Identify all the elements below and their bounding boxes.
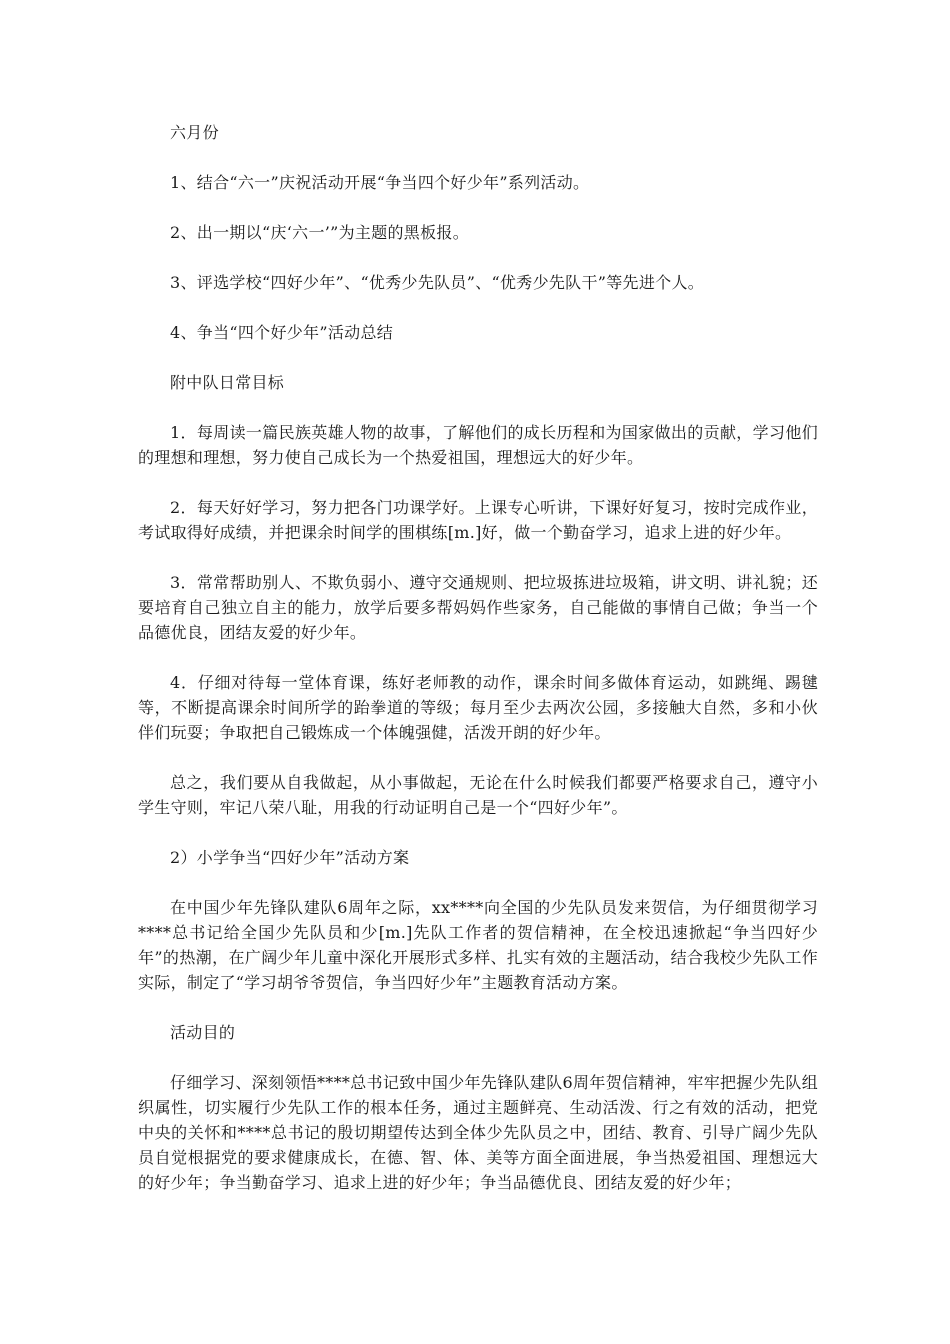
paragraph-goal-1: 1．每周读一篇民族英雄人物的故事，了解他们的成长历程和为国家做出的贡献，学习他们的理想和理想，努力使自己成长为一个热爱祖国，理想远大的好少年。 (138, 423, 818, 467)
paragraph-goal-3: 3．常常帮助别人、不欺负弱小、遵守交通规则、把垃圾拣进垃圾箱，讲文明、讲礼貌；还要培育自己独立自主的能力，放学后要多帮妈妈作些家务，自己能做的事情自己做；争当一个品德优良，团结友爱的好少年。 (138, 573, 818, 642)
paragraph-goal-2: 2．每天好好学习，努力把各门功课学好。上课专心听讲，下课好好复习，按时完成作业，考试取得好成绩，并把课余时间学的围棋练[m.]好，做一个勤奋学习，追求上进的好少年。 (138, 498, 818, 542)
paragraph-goal-4: 4．仔细对待每一堂体育课，练好老师教的动作，课余时间多做体育运动，如跳绳、踢毽等，不断提高课余时间所学的跆拳道的等级；每月至少去两次公园，多接触大自然，多和小伙伴们玩耍；争取把自己锻炼成一个体魄强健，活泼开朗的好少年。 (138, 673, 818, 742)
paragraph-daily-goals-heading: 附中队日常目标 (170, 373, 285, 392)
document-page (138, 120, 818, 1195)
paragraph-purpose-body: 仔细学习、深刻领悟****总书记致中国少年先锋队建队6周年贺信精神，牢牢把握少先队组织属性，切实履行少先队工作的根本任务，通过主题鲜亮、生动活泼、行之有效的活动，把党中央的关怀和****总书记的殷切期望传达到全体少先队员之中，团结、教育、引导广阔少先队员自觉根据党的要求健康成长，在德、智、体、美等方面全面进展，争当热爱祖国、理想远大的好少年；争当勤奋学习、追求上进的好少年；争当品德优良、团结友爱的好少年； (138, 1073, 818, 1192)
paragraph-item-4: 4、争当“四个好少年”活动总结 (170, 323, 394, 342)
paragraph-plan-intro: 在中国少年先锋队建队6周年之际，xx****向全国的少先队员发来贺信，为仔细贯彻学习****总书记给全国少先队员和少[m.]先队工作者的贺信精神，在全校迅速掀起“争当四好少年”的热潮，在广阔少年儿童中深化开展形式多样、扎实有效的主题活动，结合我校少先队工作实际，制定了“学习胡爷爷贺信，争当四好少年”主题教育活动方案。 (138, 898, 818, 992)
paragraph-purpose-heading: 活动目的 (170, 1023, 236, 1042)
paragraph-plan-heading: 2）小学争当“四好少年”活动方案 (170, 848, 410, 867)
paragraph-item-2: 2、出一期以“庆‘六一’”为主题的黑板报。 (170, 223, 470, 242)
paragraph-summary: 总之，我们要从自我做起，从小事做起，无论在什么时候我们都要严格要求自己，遵守小学生守则，牢记八荣八耻，用我的行动证明自己是一个“四好少年”。 (138, 773, 818, 817)
paragraph-month-heading: 六月份 (170, 123, 219, 142)
paragraph-item-3: 3、评选学校“四好少年”、“优秀少先队员”、“优秀少先队干”等先进个人。 (170, 273, 705, 292)
paragraph-item-1: 1、结合“六一”庆祝活动开展“争当四个好少年”系列活动。 (170, 173, 590, 192)
